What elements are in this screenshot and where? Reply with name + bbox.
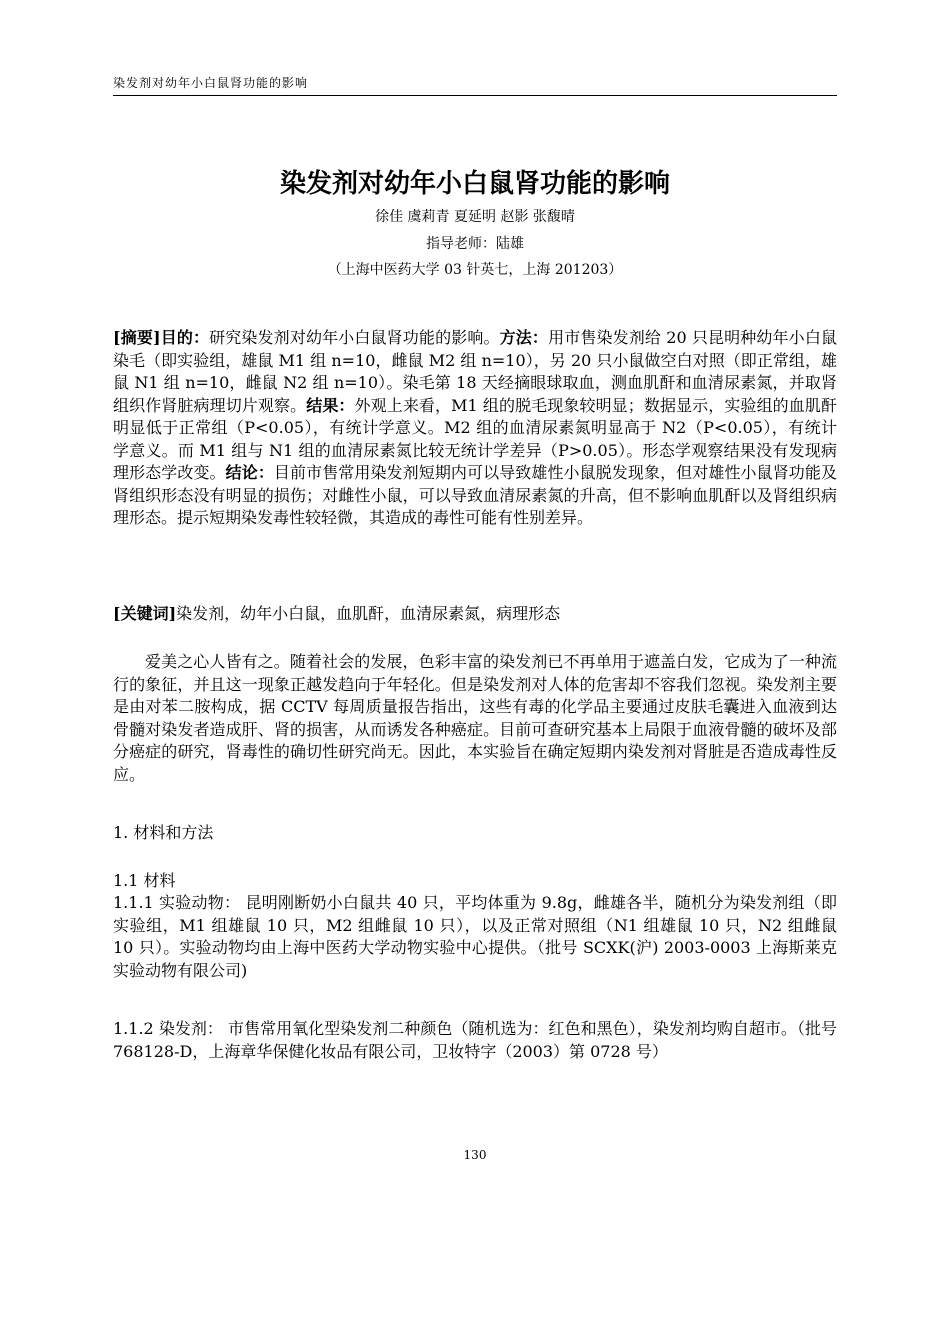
section-heading-1-1: 1.1 材料 bbox=[113, 871, 176, 890]
abstract-label: [摘要] bbox=[113, 328, 161, 347]
page-number: 130 bbox=[463, 1148, 487, 1162]
section-heading-1: 1. 材料和方法 bbox=[113, 823, 214, 842]
paragraph-1-1-2: 1.1.2 染发剂： 市售常用氧化型染发剂二种颜色（随机选为：红色和黑色），染发剂均购自超市。（批号 768128-D，上海章华保健化妆品有限公司，卫妆特字（2003）第 0728 号） bbox=[113, 1019, 837, 1061]
method-label: 方法： bbox=[499, 328, 549, 347]
keywords bbox=[113, 603, 837, 626]
result-label: 结果： bbox=[306, 395, 355, 415]
result-text: 外观上来看，M1 组的脱毛现象较明显；数据显示，实验组的血肌酐明显低于正常组（P<0.05），有统计学意义。M2 组的血清尿素氮明显高于 N2（P<0.05），有统计学意义。而 M1 组与 N1 组的血清尿素氮比较无统计学差异（P>0.05）。形态学观察结果没有发现病理形态学改变。 bbox=[113, 395, 837, 482]
keywords-label: [关键词] bbox=[113, 604, 177, 623]
keywords-text: 染发剂，幼年小白鼠，血肌酐，血清尿素氮，病理形态 bbox=[176, 604, 561, 623]
affiliation: （上海中医药大学 03 针英七，上海 201203） bbox=[327, 262, 623, 278]
intro-paragraph: 爱美之心人皆有之。随着社会的发展，色彩丰富的染发剂已不再单用于遮盖白发，它成为了一种流行的象征，并且这一现象正越发趋向于年轻化。但是染发剂对人体的危害却不容我们忽视。染发剂主要是由对苯二胺构成，据 CCTV 每周质量报告指出，这些有毒的化学品主要通过皮肤毛囊进入血液到达骨髓对染发者造成肝、肾的损害，从而诱发各种癌症。目前可查研究基本上局限于血液骨髓的破坏及部分癌症的研究，肾毒性的确切性研究尚无。因此，本实验旨在确定短期内染发剂对肾脏是否造成毒性反应。 bbox=[113, 652, 837, 784]
conclusion-text: 目前市售常用染发剂短期内可以导致雄性小鼠脱发现象，但对雄性小鼠肾功能及肾组织形态没有明显的损伤；对雌性小鼠，可以导致血清尿素氮的升高，但不影响血肌酐以及肾组织病理形态。提示短期染发毒性较轻微，其造成的毒性可能有性别差异。 bbox=[113, 463, 837, 527]
authors: 徐佳 虞莉青 夏延明 赵影 张馥晴 bbox=[375, 209, 575, 225]
advisor: 指导老师：陆雄 bbox=[426, 236, 524, 252]
method-text: 用市售染发剂给 20 只昆明种幼年小白鼠染毛（即实验组，雄鼠 M1 组 n=10，雌鼠 M2 组 n=10），另 20 只小鼠做空白对照（即正常组，雄鼠 N1 组 n=10，雌鼠 N2 组 n=10）。染毛第 18 天经摘眼球取血，测血肌酐和血清尿素氮，并取肾组织作肾脏病理切片观察。 bbox=[113, 328, 837, 415]
paper-title: 染发剂对幼年小白鼠肾功能的影响 bbox=[279, 169, 670, 199]
paragraph-1-1-1: 1.1.1 实验动物： 昆明刚断奶小白鼠共 40 只，平均体重为 9.8g，雌雄各半，随机分为染发剂组（即实验组，M1 组雄鼠 10 只，M2 组雌鼠 10 只），以及正常对照组（N1 组雄鼠 10 只，N2 组雌鼠 10 只）。实验动物均由上海中医药大学动物实验中心提供。（批号 SCXK(沪) 2003-0003 上海斯莱克实验动物有限公司) bbox=[113, 893, 837, 980]
running-header: 染发剂对幼年小白鼠肾功能的影响 bbox=[113, 74, 837, 96]
conclusion-label: 结论： bbox=[225, 463, 274, 482]
abstract bbox=[113, 327, 837, 530]
aim-text: 研究染发剂对幼年小白鼠肾功能的影响。 bbox=[209, 328, 500, 347]
aim-label: 目的： bbox=[160, 328, 210, 347]
